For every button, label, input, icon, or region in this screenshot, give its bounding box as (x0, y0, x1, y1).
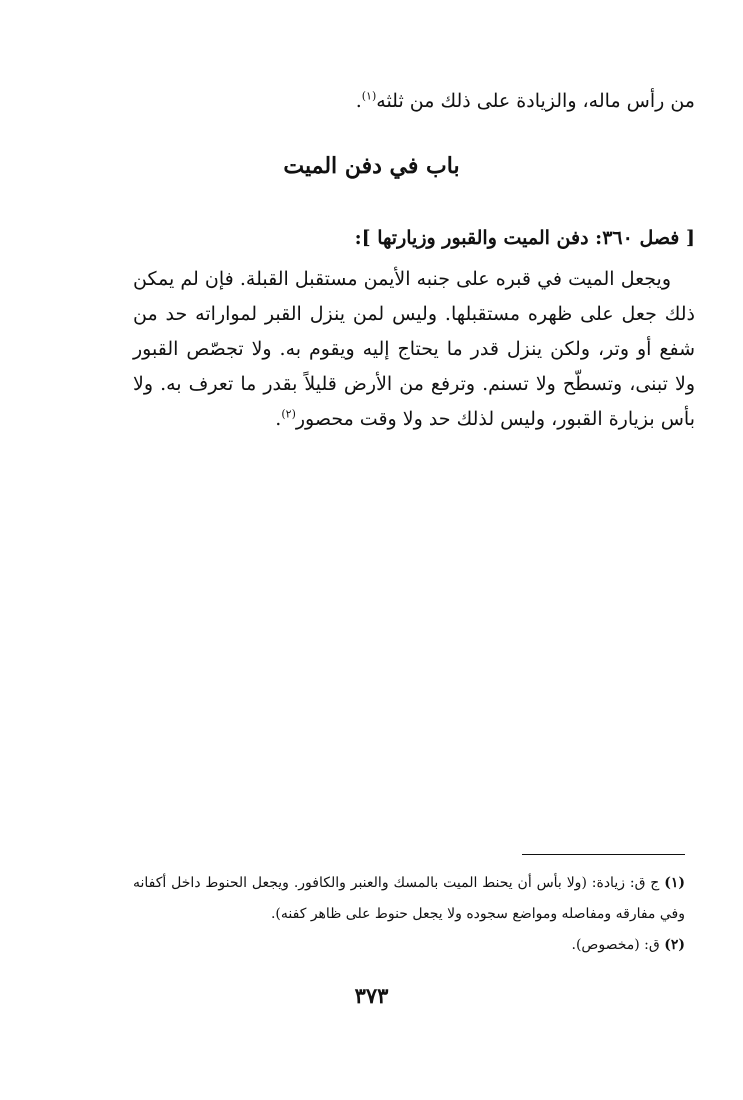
body-paragraph: ويجعل الميت في قبره على جنبه الأيمن مستقبل القبلة. فإن لم يمكن ذلك جعل على ظهره مستقبلها. وليس لمن ينزل القبر لمواراته حد من شفع أو وتر، ولكن ينزل قدر ما يحتاج إليه ويقوم به. ولا تجصّص القبور ولا تبنى، وتسطّح ولا تسنم. وترفع من الأرض قليلاً بقدر ما تعرف به. ولا بأس بزيارة القبور، وليس لذلك حد ولا وقت محصور$^{(٢)}$. (133, 268, 695, 430)
chapter-title: باب في دفن الميت (283, 153, 460, 179)
section-heading: [ فصل ٣٦٠: دفن الميت والقبور وزيارتها ]: (354, 227, 695, 249)
footnote-divider (522, 854, 685, 855)
footnote-text: ق: (مخصوص). (571, 937, 660, 953)
footnote-ref-1: (١) (361, 89, 377, 103)
footnote-1 (133, 868, 685, 930)
footnotes (133, 868, 685, 961)
page-number: ٣٧٣ (354, 983, 389, 1008)
footnote-number: (١) (664, 875, 685, 891)
footnote-2 (133, 930, 685, 961)
footnote-ref-2: (٢) (281, 407, 296, 421)
continuation-line: من رأس ماله، والزيادة على ذلك من ثلثه$^{(١)}$. (355, 89, 695, 112)
footnote-number: (٢) (664, 937, 685, 953)
continuation-text: من رأس ماله، والزيادة على ذلك من ثلثه (376, 90, 695, 112)
footnote-text: ج ق: زيادة: (ولا بأس أن يحنط الميت بالمسك والعنبر والكافور. ويجعل الحنوط داخل أكفانه وفي مفارقه ومفاصله ومواضع سجوده ولا يجعل حنوط على ظاهر كفنه). (133, 875, 685, 922)
paragraph-text: ويجعل الميت في قبره على جنبه الأيمن مستقبل القبلة. فإن لم يمكن ذلك جعل على ظهره مستقبلها. وليس لمن ينزل القبر لمواراته حد من شفع أو وتر، ولكن ينزل قدر ما يحتاج إليه ويقوم به. ولا تجصّص القبور ولا تبنى، وتسطّح ولا تسنم. وترفع من الأرض قليلاً بقدر ما تعرف به. ولا بأس بزيارة القبور، وليس لذلك حد ولا وقت محصور (133, 268, 695, 430)
